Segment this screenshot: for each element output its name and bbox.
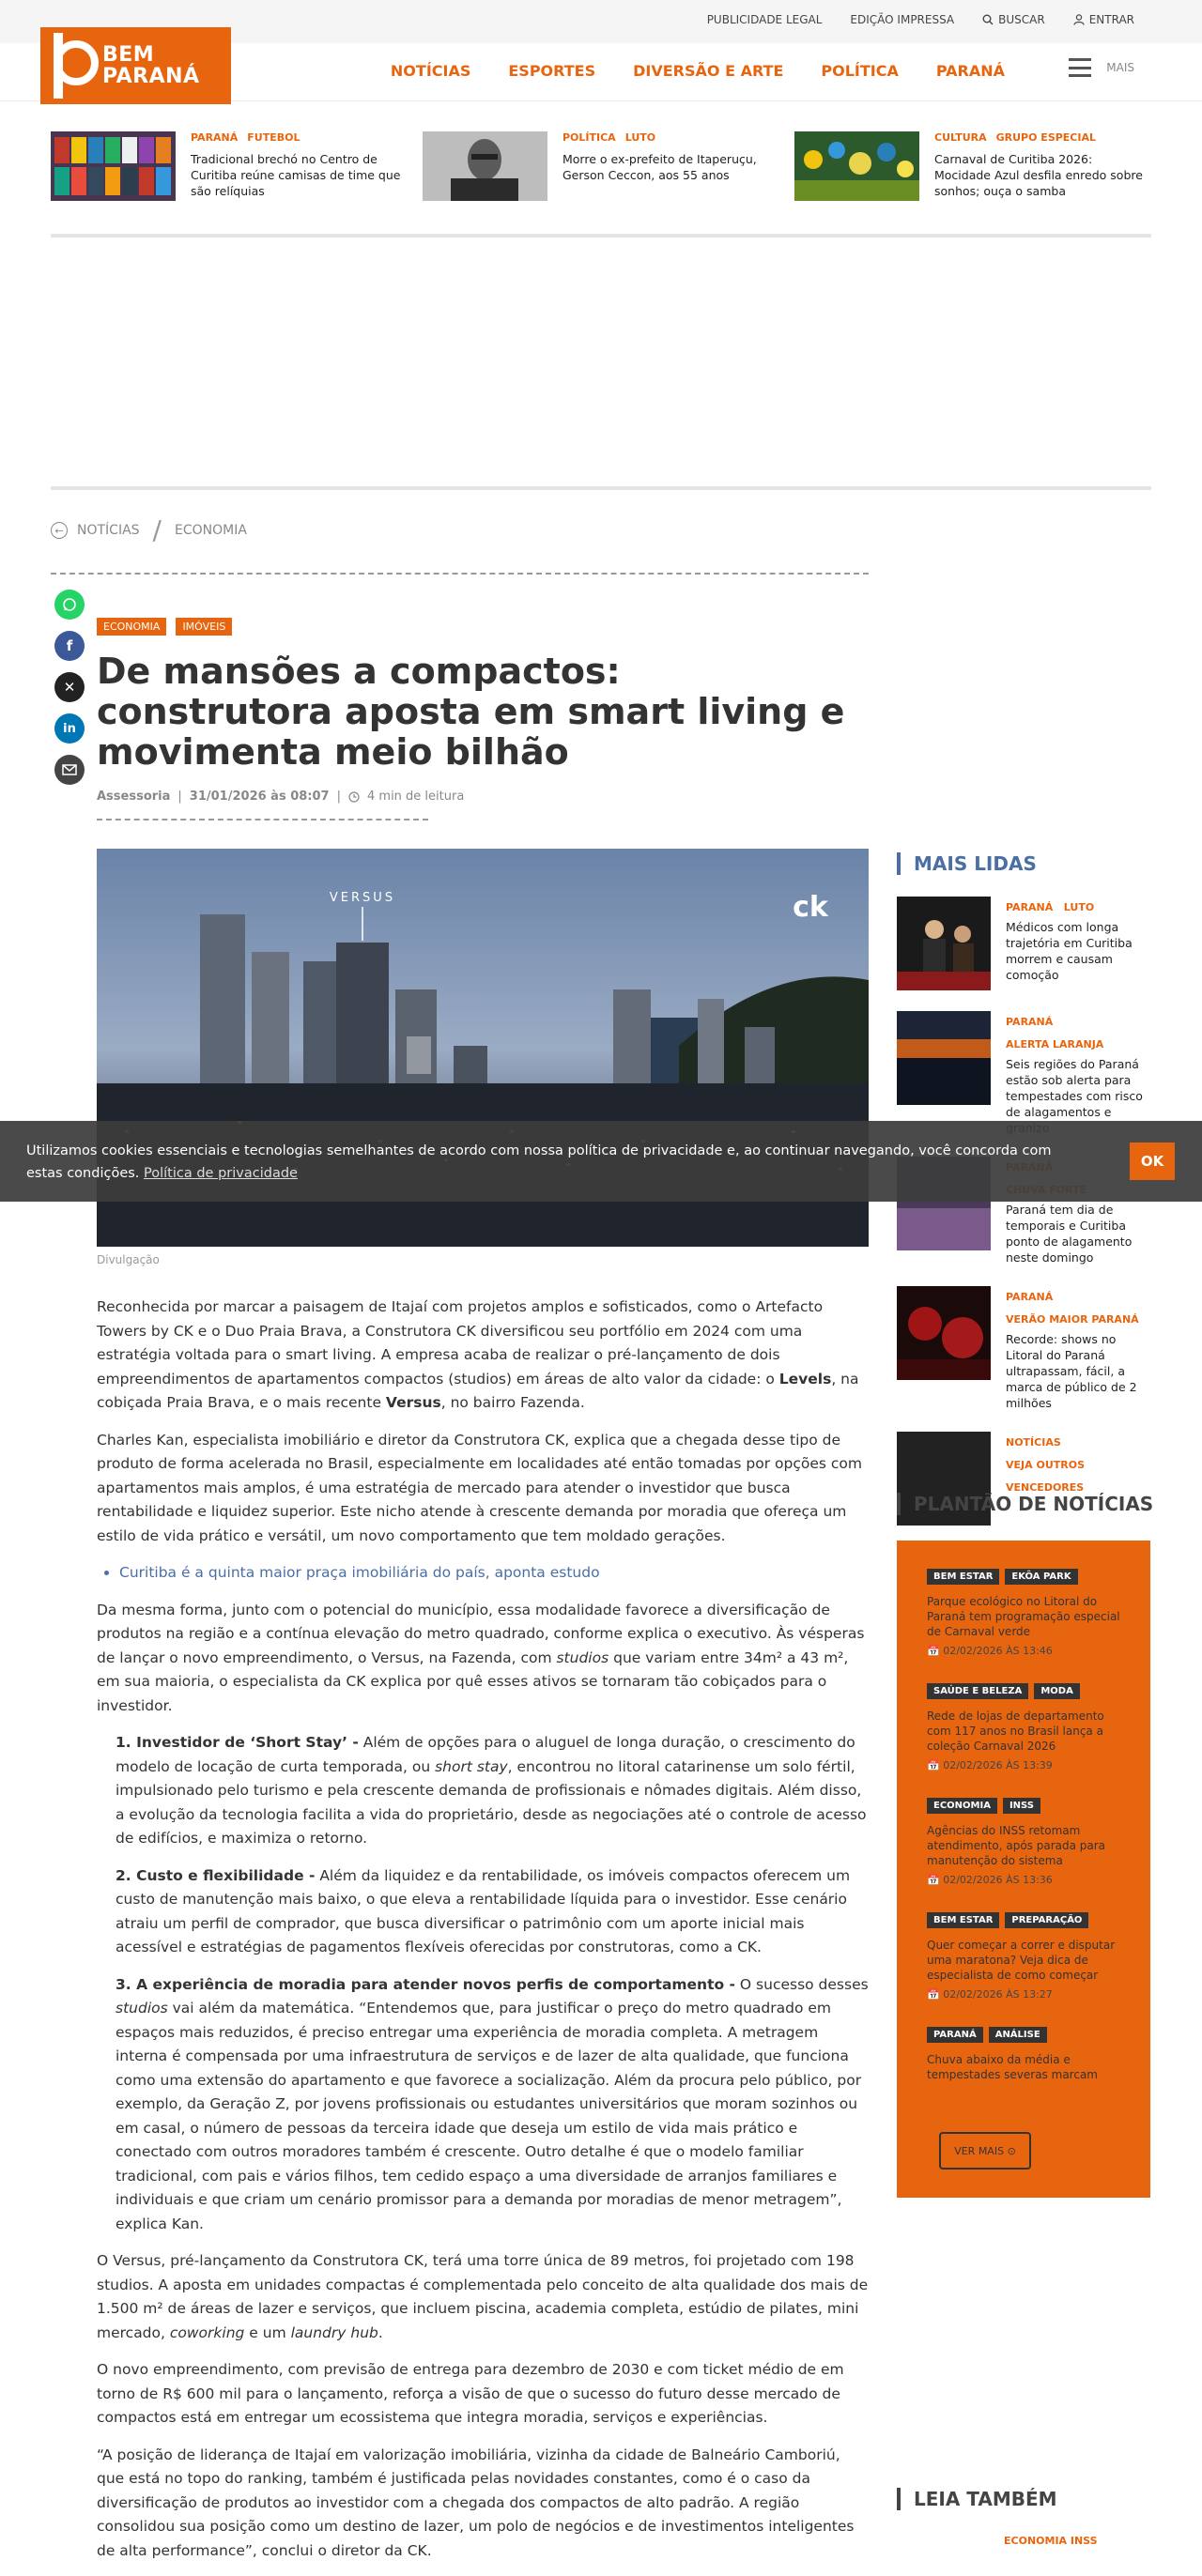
tag[interactable]: EKÔA PARK [1005,1569,1077,1585]
related-link[interactable]: • Curitiba é a quinta maior praça imobiliária do país, aponta estudo [119,1561,869,1586]
back-arrow-icon[interactable]: ← [51,522,68,539]
x-icon[interactable]: ✕ [54,672,85,702]
edicao-impressa-link[interactable]: EDIÇÃO IMPRESSA [850,13,955,26]
plantao-heading: PLANTÃO DE NOTÍCIAS [897,1493,1153,1515]
story-tags: CULTURA GRUPO ESPECIAL [934,131,1096,144]
facebook-icon[interactable]: f [54,631,85,661]
tag[interactable]: PREPARAÇÃO [1005,1912,1088,1928]
article-author: Assessoria [97,790,171,804]
list-item[interactable]: PARANÁ LUTO Médicos com longa trajetória em Curitiba morrem e causam comoção [897,897,1152,990]
article-date: 31/01/2026 às 08:07 [189,790,330,804]
divider [51,573,869,575]
email-icon[interactable] [54,755,85,785]
breadcrumb-parent[interactable]: NOTÍCIAS [77,523,140,538]
top-story[interactable] [794,131,1151,201]
tag-economia[interactable]: ECONOMIA [97,618,166,636]
hamburger-icon [1069,58,1091,77]
divider [51,486,1151,490]
breadcrumb-separator: / [152,514,162,545]
nav-politica[interactable]: POLÍTICA [821,62,899,80]
nav-noticias[interactable]: NOTÍCIAS [390,62,471,80]
search-label: BUSCAR [998,13,1045,26]
top-story[interactable] [51,131,408,201]
leia-tambem-tags: ECONOMIA INSS [1004,2535,1098,2547]
tag[interactable]: PARANÁ [927,2027,983,2043]
logo-text: BEM PARANÁ [102,43,200,88]
divider [51,234,1151,238]
image-caption: Divulgação [97,1253,160,1266]
news-date: 📅 02/02/2026 ÀS 13:39 [927,1759,1053,1771]
login-label: ENTRAR [1088,13,1134,26]
list-item[interactable] [927,1912,1120,2001]
plantao-box [897,1541,1150,2198]
tag[interactable]: BEM ESTAR [927,1569,999,1585]
clock-icon [348,791,360,803]
article-meta: Assessoria | 31/01/2026 às 08:07 | 4 min de leitura [97,790,465,804]
news-title[interactable]: Seis regiões do Paraná estão sob alerta para tempestades com risco de alagamentos e [1006,1057,1143,1119]
top-stories [51,131,1151,201]
linkedin-icon[interactable]: in [54,713,85,744]
story-title[interactable]: Carnaval de Curitiba 2026: Mocidade Azul desfila enredo sobre sonhos; ouça o samba [934,152,1143,198]
article-title: De mansões a compactos: construtora aposta em smart living e movimenta meio bilhão [97,651,845,773]
nav-parana[interactable]: PARANÁ [935,62,1005,80]
ver-mais-button[interactable]: VER MAIS ⊙ [939,2132,1031,2170]
story-thumbnail [51,131,176,201]
main-nav [391,62,1005,80]
site-logo[interactable] [40,27,231,104]
story-tags: PARANÁ FUTEBOL [191,131,300,144]
news-title[interactable]: Médicos com longa trajetória em Curitiba morrem e causam comoção [1006,920,1133,982]
tag-imoveis[interactable]: IMÓVEIS [176,618,232,636]
tag[interactable]: BEM ESTAR [927,1912,999,1928]
cookie-banner [0,1121,1202,1202]
paragraph: Reconhecida por marcar a paisagem de Itajaí com projetos amplos e sofisticados, como o Artefacto Towers by CK e o Duo Praia Brava, a Construtora CK diversificou seu portfólio em 2024 com uma estratégia voltada para o smart living. A empresa acaba de realizar o pré-lançamento de dois empreendimentos de apartamentos compactos (studios) em áreas de alto valor da cidade: o Levels, na cobiçada Praia Brava, e o mais recente Versus, no bairro Fazenda. [97,1298,859,1411]
list-item[interactable] [927,1683,1120,1771]
list-item[interactable] [927,1569,1120,1657]
paragraph: O novo empreendimento, com previsão de entrega para dezembro de 2030 e com ticket médio de em torno de R$ 600 mil para o lançamento, reforça a visão de que o sucesso do futuro desse mercado de compactos está em entregar um ecossistema que integra moradia, serviços e experiências. [97,2361,844,2426]
paragraph: Da mesma forma, junto com o potencial do município, essa modalidade favorece a diversificação de produtos na região e a contínua elevação do metro quadrado, conforme explica o executivo. Às vésperas de lançar o novo empreendimento, o Versus, na Fazenda, com studios que variam entre 34m² a 43 m², em sua maioria, o especialista da CK explica por quê esses ativos se tornaram tão cobiçados para o investidor. [97,1601,865,1714]
login-link[interactable] [1073,13,1134,26]
story-thumbnail [423,131,547,201]
breadcrumb-current[interactable]: ECONOMIA [174,523,247,538]
news-title[interactable]: Parque ecológico no Litoral do Paraná tem programação especial de Carnaval verde [927,1595,1120,1638]
news-title[interactable]: Chuva abaixo da média e tempestades severas marcam [927,2053,1098,2081]
whatsapp-icon[interactable] [54,590,85,620]
numbered-list [116,1731,869,2236]
story-thumbnail [794,131,919,201]
privacy-policy-link[interactable]: Política de privacidade [144,1166,298,1181]
divider [97,819,428,820]
tag[interactable]: INSS [1003,1798,1040,1814]
list-item[interactable]: PARANÁ VERÃO MAIOR PARANÁ Recorde: shows no Litoral do Paraná ultrapassam, fácil, a marca de público de 2 milhões [897,1286,1152,1411]
cookie-text: Utilizamos cookies essenciais e tecnologias semelhantes de acordo com nossa política de privacidade e, ao continuar navegando, você concorda com estas condições. Política de privacidade [26,1143,1052,1181]
nav-esportes[interactable]: ESPORTES [508,62,596,80]
utility-links [707,13,1134,26]
tag[interactable]: MODA [1034,1683,1080,1699]
list-item[interactable]: PARANÁ ALERTA LARANJA Seis regiões do Paraná estão sob alerta para tempestades com risco de alagamentos e [897,1011,1152,1136]
paragraph: O Versus, pré-lançamento da Construtora CK, terá uma torre única de 89 metros, foi projetado com 198 studios. A aposta em unidades compactas é complementada pelo conceito de alta qualidade dos mais de 1.500 m² de áreas de lazer e serviços, que incluem piscina, academia completa, estúdio de pilates, mini mercado, coworking e um laundry hub. [97,2252,869,2341]
search-icon [982,14,994,25]
paragraph: “A posição de liderança de Itajaí em valorização imobiliária, vizinha da cidade de Balneário Camboriú, que está no topo do ranking, também é justificada pelas novidades constantes, como é o caso da diversificação de produtos ao investidor com a chegada dos compactos de alto padrão. A região consolidou sua posição como um destino de lazer, um polo de negócios e de investimentos inteligentes de alta performance”, conclui o diretor da CK. [97,2446,855,2559]
related-links [119,1561,869,1586]
mais-lidas-heading: MAIS LIDAS [897,852,1037,875]
breadcrumb [51,514,247,545]
story-tags: POLÍTICA LUTO [562,131,656,144]
list-item[interactable] [927,2027,1120,2082]
nav-diversao-e-arte[interactable]: DIVERSÃO E ARTE [633,62,784,80]
cookie-ok-button[interactable]: OK [1130,1142,1175,1180]
tag[interactable]: ECONOMIA [927,1798,997,1814]
tag[interactable]: ANÁLISE [989,2027,1047,2043]
hero-brand-mark: ck [793,891,828,924]
news-date: 📅 02/02/2026 ÀS 13:36 [927,1874,1053,1886]
news-title[interactable]: Agências do INSS retomam atendimento, após parada para manutenção do sistema [927,1824,1106,1867]
leia-tambem-heading: LEIA TAMBÉM [897,2488,1057,2510]
hero-overlay-label: VERSUS [329,891,396,905]
top-story[interactable] [423,131,779,201]
user-icon [1073,14,1085,25]
news-thumbnail [897,897,991,990]
article-tags [97,618,232,636]
search-link[interactable] [982,13,1045,26]
news-date: 📅 02/02/2026 ÀS 13:27 [927,1988,1053,2001]
news-title[interactable]: Quer começar a correr e disputar uma maratona? Veja dica de especialista de como começar [927,1939,1116,1982]
list-item: 2. Custo e flexibilidade - Além da liquidez e da rentabilidade, os imóveis compactos oferecem um custo de manutenção mais baixo, o que eleva a rentabilidade líquida para o investidor. Esse cenário atraiu um perfil de comprador, que busca diversificar o patrimônio com um aporte inicial mais acessível e estratégias de pagamentos flexíveis oferecidas por construtoras, como a CK. [116,1866,851,1955]
news-title[interactable]: Recorde: shows no Litoral do Paraná ultrapassam, fácil, a marca de público de 2 milhões [1006,1332,1137,1410]
list-item: 3. A experiência de moradia para atender novos perfis de comportamento - O sucesso desses studios vai além da matemática. “Entendemos que, para justificar o preço do metro quadrado em espaços mais reduzidos, é preciso entregar uma experiência de moradia completa. A metragem interna é compensada por uma infraestrutura de serviços e de lazer de alta qualidade, que funciona como uma extensão do apartamento e que favorece a socialização. Além da procura pelo público, por exemplo, da Geração Z, por jovens profissionais ou estudantes universitários que moram sozinhos ou em casal, o número de pessoas da terceira idade que deseja um estilo de vida mais prático e conectado com outros moradores também é crescente. Outro detalhe é que o modelo familiar tradicional, com pais e vários filhos, tem cedido espaço a uma diversidade de arranjos familiares e individuais e que criam um cenário promissor para a demanda por moradias de menor metragem”, explica Kan. [116,1975,869,2232]
story-title[interactable]: Morre o ex-prefeito de Itaperuçu, Gerson Ceccon, aos 55 anos [562,152,757,182]
news-thumbnail [897,1286,991,1380]
more-menu-button[interactable] [1069,58,1134,77]
article-body [97,1296,869,2576]
news-title[interactable]: Paraná tem dia de temporais e Curitiba ponto de alagamento neste domingo [1006,1203,1133,1265]
list-item[interactable]: NOTÍCIAS VEJA OUTROS VENCEDORES [897,1432,1152,1526]
read-time: 4 min de leitura [367,790,465,804]
list-item: 1. Investidor de ‘Short Stay’ - Além de opções para o aluguel de longa duração, o crescimento do modelo de locação de curta temporada, ou short stay, encontrou no litoral catarinense um solo fértil, impulsionado pelo turismo e pela crescente demanda de profissionais e nômades digitais. Além disso, a evolução da tecnologia facilita a vida do proprietário, desde as negociações até o controle de acesso de edifícios, e maximiza o retorno. [116,1734,867,1847]
paragraph: Charles Kan, especialista imobiliário e diretor da Construtora CK, explica que a chegada desse tipo de produto de forma acelerada no Brasil, especialmente em localidades até então tomadas por opções com apartamentos mais amplos, é uma estratégia de mercado para atender o investidor que busca rentabilidade e liquidez superior. Este nicho atende à crescente demanda por moradia que ofereça um estilo de vida prático e versátil, um novo comportamento que tem moldado gerações. [97,1431,862,1544]
news-thumbnail [897,1011,991,1105]
tag[interactable]: SAÚDE E BELEZA [927,1683,1028,1699]
list-item[interactable] [927,1798,1120,1886]
news-title[interactable]: Rede de lojas de departamento com 117 anos no Brasil lança a coleção Carnaval 2026 [927,1710,1104,1753]
news-date: 📅 02/02/2026 ÀS 13:46 [927,1645,1053,1657]
share-bar [54,590,85,785]
story-title[interactable]: Tradicional brechó no Centro de Curitiba reúne camisas de time que são relíquias [191,152,401,198]
more-label: MAIS [1106,61,1134,74]
logo-mark-icon [40,27,97,104]
publicidade-legal-link[interactable]: PUBLICIDADE LEGAL [706,13,823,26]
arrow-right-icon: ⊙ [1007,2144,1016,2157]
